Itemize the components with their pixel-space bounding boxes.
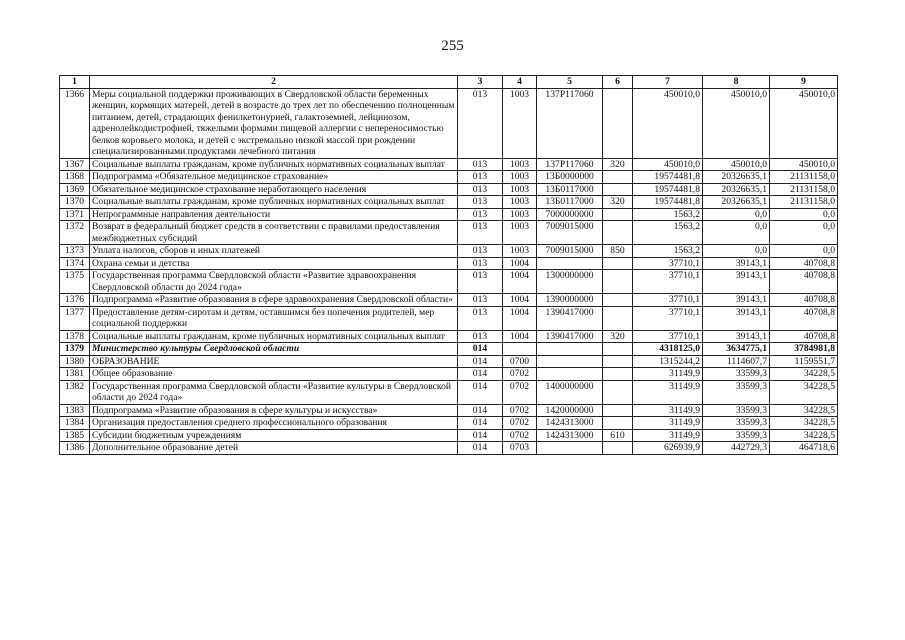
row-section-code: 1003 [503,221,537,245]
row-ministry-code: 014 [458,355,503,368]
row-name: Предоставление детям-сиротам и детям, оставшимся без попечения родителей, мер социальной поддержки [90,306,458,330]
col-header-4: 4 [503,76,537,89]
row-amount-year2: 3634775,1 [703,343,770,356]
row-number: 1375 [60,270,90,294]
row-ministry-code: 013 [458,270,503,294]
row-name: Организация предоставления среднего профессионального образования [90,417,458,430]
row-name: Меры социальной поддержки проживающих в Свердловской области беременных женщин, кормящих матерей, детей в возрасте до трех лет по обеспечению полноценным питанием, детей, страдающих фенилкетонурией, галактоземией, лейцинозом, адренолейкодистрофией, тяжелыми формами пищевой аллергии с непереносимостью белков коровьего молока, и детей с экстремально низкой массой при рождении специализированными продуктами лечебного питания [90,88,458,158]
row-ministry-code: 014 [458,368,503,381]
row-amount-year3: 3784981,8 [770,343,838,356]
row-number: 1379 [60,343,90,356]
row-ministry-code: 013 [458,88,503,158]
row-amount-year2: 39143,1 [703,330,770,343]
row-ministry-code: 013 [458,330,503,343]
row-amount-year2: 39143,1 [703,270,770,294]
row-amount-year2: 0,0 [703,245,770,258]
row-amount-year3: 0,0 [770,221,838,245]
row-section-code: 1004 [503,306,537,330]
row-number: 1368 [60,171,90,184]
row-expense-type [603,306,633,330]
row-expense-type [603,208,633,221]
row-section-code: 1004 [503,270,537,294]
row-expense-type: 320 [603,158,633,171]
budget-table [59,75,838,455]
row-amount-year3: 21131158,0 [770,183,838,196]
row-ministry-code: 013 [458,306,503,330]
row-amount-year2: 442729,3 [703,442,770,455]
row-target-code [537,257,603,270]
row-section-code: 1003 [503,158,537,171]
row-amount-year2: 39143,1 [703,294,770,307]
row-name: Подпрограмма «Развитие образования в сфере здравоохранения Свердловской области» [90,294,458,307]
row-number: 1369 [60,183,90,196]
row-expense-type [603,183,633,196]
row-ministry-code: 014 [458,404,503,417]
row-target-code: 1300000000 [537,270,603,294]
row-target-code [537,442,603,455]
table-row [60,158,838,171]
col-header-5: 5 [537,76,603,89]
row-ministry-code: 013 [458,196,503,209]
row-target-code: 1400000000 [537,380,603,404]
row-amount-year2: 450010,0 [703,158,770,171]
row-target-code: 1390417000 [537,306,603,330]
col-header-9: 9 [770,76,838,89]
row-amount-year1: 450010,0 [633,88,703,158]
row-ministry-code: 013 [458,208,503,221]
row-section-code: 1004 [503,330,537,343]
row-number: 1367 [60,158,90,171]
table-row [60,355,838,368]
row-number: 1385 [60,429,90,442]
row-target-code [537,355,603,368]
row-expense-type [603,417,633,430]
row-amount-year2: 1114607,7 [703,355,770,368]
table-row [60,245,838,258]
table-row [60,221,838,245]
row-amount-year3: 40708,8 [770,330,838,343]
row-amount-year1: 31149,9 [633,368,703,381]
row-amount-year1: 1563,2 [633,221,703,245]
row-section-code [503,343,537,356]
row-amount-year2: 20326635,1 [703,183,770,196]
col-header-1: 1 [60,76,90,89]
row-name: Непрограммные направления деятельности [90,208,458,221]
table-body [60,88,838,454]
row-name: Возврат в федеральный бюджет средств в соответствии с правилами предоставления межбюджетных субсидий [90,221,458,245]
row-amount-year1: 1563,2 [633,208,703,221]
row-amount-year2: 0,0 [703,221,770,245]
row-name: Охрана семьи и детства [90,257,458,270]
row-target-code [537,343,603,356]
row-amount-year3: 34228,5 [770,429,838,442]
row-expense-type: 850 [603,245,633,258]
row-amount-year3: 34228,5 [770,380,838,404]
row-expense-type [603,404,633,417]
table-row [60,306,838,330]
row-amount-year2: 33599,3 [703,417,770,430]
col-header-3: 3 [458,76,503,89]
row-ministry-code: 014 [458,442,503,455]
row-ministry-code: 014 [458,429,503,442]
row-amount-year2: 33599,3 [703,404,770,417]
row-number: 1380 [60,355,90,368]
row-amount-year1: 1315244,2 [633,355,703,368]
row-name: Социальные выплаты гражданам, кроме публичных нормативных социальных выплат [90,158,458,171]
row-section-code: 0703 [503,442,537,455]
row-amount-year2: 33599,3 [703,429,770,442]
row-amount-year2: 20326635,1 [703,171,770,184]
table-row [60,270,838,294]
row-expense-type [603,294,633,307]
row-amount-year1: 31149,9 [633,417,703,430]
row-ministry-code: 013 [458,294,503,307]
row-section-code: 1004 [503,257,537,270]
row-target-code: 1424313000 [537,429,603,442]
row-section-code: 0700 [503,355,537,368]
table-row [60,294,838,307]
row-number: 1370 [60,196,90,209]
table-row [60,171,838,184]
row-expense-type [603,88,633,158]
row-amount-year3: 34228,5 [770,404,838,417]
row-section-code: 1003 [503,196,537,209]
row-amount-year1: 19574481,8 [633,171,703,184]
row-amount-year3: 40708,8 [770,306,838,330]
table-row [60,429,838,442]
row-amount-year1: 19574481,8 [633,196,703,209]
row-amount-year1: 37710,1 [633,294,703,307]
row-amount-year1: 19574481,8 [633,183,703,196]
row-section-code: 1003 [503,171,537,184]
row-expense-type [603,380,633,404]
row-ministry-code: 014 [458,417,503,430]
row-ministry-code: 013 [458,245,503,258]
row-expense-type [603,343,633,356]
row-amount-year3: 34228,5 [770,417,838,430]
row-expense-type [603,221,633,245]
row-number: 1377 [60,306,90,330]
row-section-code: 0702 [503,404,537,417]
row-target-code: 1390000000 [537,294,603,307]
row-expense-type [603,355,633,368]
row-name: Государственная программа Свердловской области «Развитие культуры в Свердловской области до 2024 года» [90,380,458,404]
row-target-code: 1390417000 [537,330,603,343]
row-amount-year3: 40708,8 [770,270,838,294]
row-amount-year3: 1159551,7 [770,355,838,368]
row-target-code: 13Б0117000 [537,196,603,209]
row-amount-year2: 33599,3 [703,380,770,404]
row-amount-year1: 37710,1 [633,270,703,294]
row-ministry-code: 013 [458,183,503,196]
row-target-code: 1420000000 [537,404,603,417]
row-amount-year1: 4318125,0 [633,343,703,356]
row-section-code: 0702 [503,368,537,381]
row-amount-year3: 40708,8 [770,257,838,270]
page-number: 255 [441,38,464,54]
col-header-7: 7 [633,76,703,89]
col-header-8: 8 [703,76,770,89]
table-row [60,343,838,356]
row-amount-year2: 39143,1 [703,257,770,270]
row-amount-year3: 0,0 [770,208,838,221]
row-amount-year1: 31149,9 [633,404,703,417]
row-name: Уплата налогов, сборов и иных платежей [90,245,458,258]
row-amount-year3: 0,0 [770,245,838,258]
table-header-row [60,76,838,89]
row-amount-year1: 31149,9 [633,380,703,404]
row-amount-year1: 31149,9 [633,429,703,442]
table-row [60,208,838,221]
row-number: 1384 [60,417,90,430]
table-row [60,330,838,343]
row-number: 1378 [60,330,90,343]
row-name: Социальные выплаты гражданам, кроме публичных нормативных социальных выплат [90,330,458,343]
row-amount-year2: 20326635,1 [703,196,770,209]
row-section-code: 0702 [503,429,537,442]
row-amount-year3: 21131158,0 [770,196,838,209]
row-number: 1382 [60,380,90,404]
row-name: Общее образование [90,368,458,381]
row-expense-type [603,368,633,381]
row-section-code: 0702 [503,417,537,430]
row-section-code: 1003 [503,88,537,158]
row-amount-year1: 626939,9 [633,442,703,455]
row-name: Социальные выплаты гражданам, кроме публичных нормативных социальных выплат [90,196,458,209]
row-amount-year2: 33599,3 [703,368,770,381]
row-name: Подпрограмма «Развитие образования в сфере культуры и искусства» [90,404,458,417]
row-amount-year2: 0,0 [703,208,770,221]
row-target-code: 7000000000 [537,208,603,221]
row-amount-year1: 37710,1 [633,257,703,270]
row-section-code: 1004 [503,294,537,307]
col-header-6: 6 [603,76,633,89]
row-amount-year1: 1563,2 [633,245,703,258]
row-ministry-code: 014 [458,343,503,356]
row-ministry-code: 013 [458,158,503,171]
row-amount-year3: 21131158,0 [770,171,838,184]
row-number: 1371 [60,208,90,221]
row-name: Дополнительное образование детей [90,442,458,455]
row-number: 1366 [60,88,90,158]
row-target-code: 13Б0117000 [537,183,603,196]
row-ministry-code: 013 [458,171,503,184]
row-name: Государственная программа Свердловской области «Развитие здравоохранения Свердловской области до 2024 года» [90,270,458,294]
row-section-code: 1003 [503,183,537,196]
row-number: 1373 [60,245,90,258]
row-expense-type [603,270,633,294]
table-row [60,196,838,209]
row-number: 1381 [60,368,90,381]
table-row [60,257,838,270]
row-amount-year1: 450010,0 [633,158,703,171]
row-number: 1374 [60,257,90,270]
row-expense-type [603,442,633,455]
row-number: 1383 [60,404,90,417]
table-row [60,183,838,196]
row-name: ОБРАЗОВАНИЕ [90,355,458,368]
table-row [60,368,838,381]
row-expense-type: 320 [603,196,633,209]
row-number: 1386 [60,442,90,455]
table-row [60,380,838,404]
row-name: Субсидии бюджетным учреждениям [90,429,458,442]
row-target-code: 7009015000 [537,221,603,245]
row-name: Обязательное медицинское страхование неработающего населения [90,183,458,196]
row-amount-year2: 39143,1 [703,306,770,330]
row-number: 1372 [60,221,90,245]
row-ministry-code: 014 [458,380,503,404]
table-row [60,417,838,430]
row-amount-year3: 450010,0 [770,158,838,171]
row-amount-year1: 37710,1 [633,330,703,343]
table-row [60,404,838,417]
row-ministry-code: 013 [458,257,503,270]
table-row [60,88,838,158]
row-target-code: 7009015000 [537,245,603,258]
col-header-2: 2 [90,76,458,89]
row-name: Подпрограмма «Обязательное медицинское страхование» [90,171,458,184]
row-section-code: 1003 [503,208,537,221]
row-target-code: 1424313000 [537,417,603,430]
row-target-code: 13Б0000000 [537,171,603,184]
row-amount-year2: 450010,0 [703,88,770,158]
row-target-code [537,368,603,381]
row-ministry-code: 013 [458,221,503,245]
table-row [60,442,838,455]
row-expense-type [603,171,633,184]
row-expense-type: 320 [603,330,633,343]
row-expense-type: 610 [603,429,633,442]
row-name: Министерство культуры Свердловской области [90,343,458,356]
row-number: 1376 [60,294,90,307]
row-amount-year3: 464718,6 [770,442,838,455]
row-amount-year3: 450010,0 [770,88,838,158]
row-expense-type [603,257,633,270]
row-target-code: 137P117060 [537,88,603,158]
row-section-code: 0702 [503,380,537,404]
row-target-code: 137P117060 [537,158,603,171]
row-section-code: 1003 [503,245,537,258]
row-amount-year3: 40708,8 [770,294,838,307]
row-amount-year3: 34228,5 [770,368,838,381]
row-amount-year1: 37710,1 [633,306,703,330]
